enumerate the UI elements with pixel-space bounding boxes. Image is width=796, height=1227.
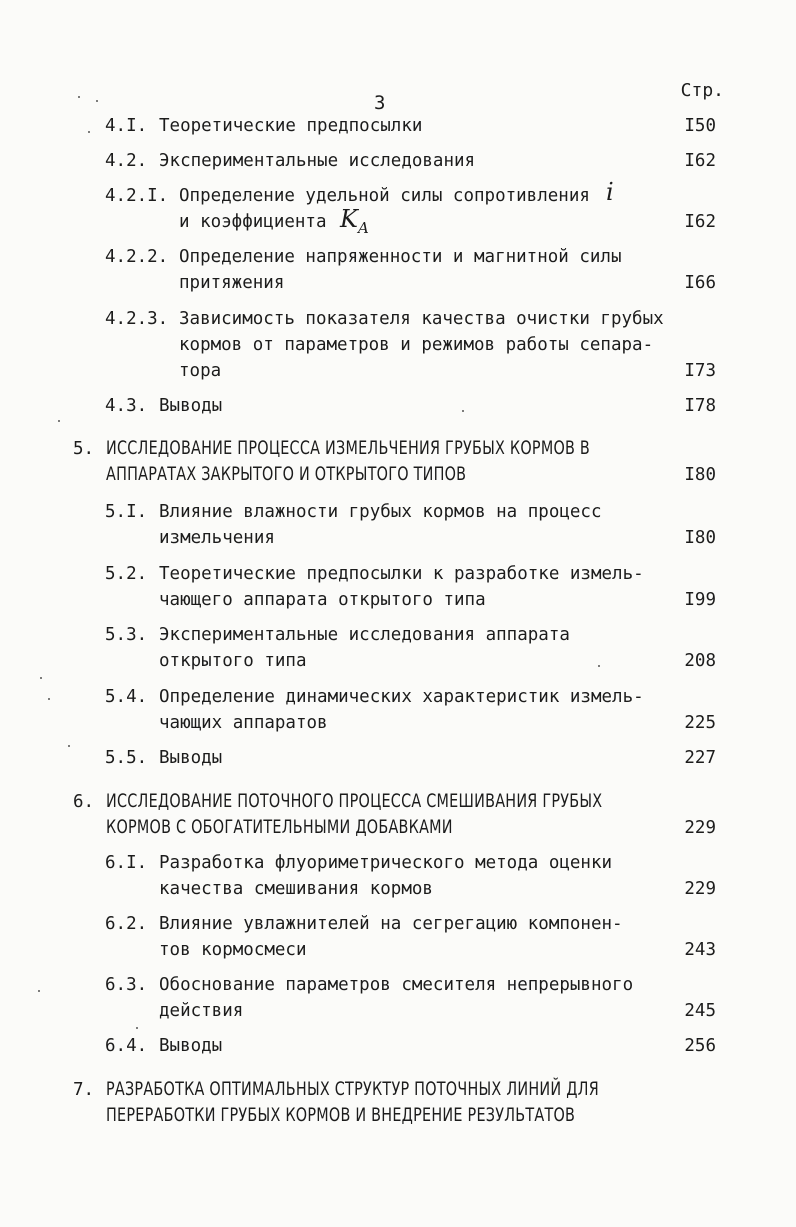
entry-number: 4.I. [105, 116, 148, 136]
entry-title: Влияние увлажнителей на сегрегацию компонен- [159, 914, 623, 934]
symbol-k: K [340, 205, 358, 233]
entry-page: I73 [684, 361, 716, 381]
entry-page: 225 [684, 713, 716, 733]
entry-page: I78 [684, 396, 716, 416]
entry-page: I99 [684, 590, 716, 610]
entry-number: 5.5. [105, 748, 148, 768]
chapter-title-continued: ПЕРЕРАБОТКИ ГРУБЫХ КОРМОВ И ВНЕДРЕНИЕ РЕЗУЛЬТАТОВ [106, 1104, 576, 1126]
chapter-page: 229 [684, 818, 716, 838]
scan-speck [38, 990, 40, 992]
entry-title: Теоретические предпосылки [159, 116, 423, 136]
entry-number: 5.2. [105, 564, 148, 584]
entry-title: Зависимость показателя качества очистки грубых [179, 309, 664, 329]
chapter-number: 6. [73, 792, 95, 812]
entry-number: 4.2. [105, 151, 148, 171]
entry-title: Выводы [159, 1036, 223, 1056]
entry-number: 6.4. [105, 1036, 148, 1056]
chapter-number: 7. [73, 1080, 95, 1100]
entry-number: 6.2. [105, 914, 148, 934]
entry-title: Обоснование параметров смесителя непрерывного [159, 975, 634, 995]
entry-title: Определение динамических характеристик измель- [159, 687, 644, 707]
entry-title: Выводы [159, 396, 223, 416]
entry-page: 227 [684, 748, 716, 768]
entry-title-continued: притяжения [179, 273, 285, 293]
symbol-k-a [340, 205, 369, 237]
entry-number: 6.I. [105, 853, 148, 873]
symbol-k-subscript: A [357, 219, 369, 237]
entry-title-continued: открытого типа [159, 651, 307, 671]
entry-number: 5.I. [105, 502, 148, 522]
scan-speck [40, 677, 42, 679]
chapter-title-continued: АППАРАТАХ ЗАКРЫТОГО И ОТКРЫТОГО ТИПОВ [106, 463, 467, 485]
chapter-title: ИССЛЕДОВАНИЕ ПОТОЧНОГО ПРОЦЕССА СМЕШИВАНИЯ ГРУБЫХ [106, 790, 603, 812]
entry-page: I50 [684, 116, 716, 136]
chapter-number: 5. [73, 439, 95, 459]
entry-title-continued: качества смешивания кормов [159, 879, 433, 899]
entry-page: I62 [684, 151, 716, 171]
entry-number: 6.3. [105, 975, 148, 995]
chapter-title-continued: КОРМОВ С ОБОГАТИТЕЛЬНЫМИ ДОБАВКАМИ [106, 816, 453, 838]
scan-speck [96, 100, 98, 102]
entry-page: I80 [684, 528, 716, 548]
entry-title-continued: измельчения [159, 528, 275, 548]
symbol-i: i [606, 178, 614, 206]
scan-speck [136, 1027, 138, 1029]
entry-title-continued: действия [159, 1001, 244, 1021]
entry-number: 4.3. [105, 396, 148, 416]
entry-number: 4.2.I. [105, 186, 169, 206]
entry-number: 4.2.2. [105, 247, 169, 267]
entry-title-continued: чающих аппаратов [159, 713, 328, 733]
entry-page: I62 [684, 212, 716, 232]
scan-speck [78, 96, 80, 98]
entry-title: Определение удельной силы сопротивления [179, 186, 590, 206]
scan-speck [88, 131, 90, 133]
entry-title-continued: кормов от параметров и режимов работы сепара- [179, 335, 654, 355]
entry-title: Разработка флуориметрического метода оценки [159, 853, 613, 873]
entry-title: Экспериментальные исследования [159, 151, 476, 171]
scan-speck [48, 698, 50, 700]
entry-title: Влияние влажности грубых кормов на процесс [159, 502, 602, 522]
entry-title: Выводы [159, 748, 223, 768]
entry-page: 208 [684, 651, 716, 671]
entry-title: Теоретические предпосылки к разработке измель- [159, 564, 644, 584]
entry-page: 229 [684, 879, 716, 899]
entry-page: 245 [684, 1001, 716, 1021]
scan-speck [58, 420, 60, 422]
entry-title-continued: тора [179, 361, 222, 381]
chapter-title: ИССЛЕДОВАНИЕ ПРОЦЕССА ИЗМЕЛЬЧЕНИЯ ГРУБЫХ КОРМОВ В [106, 437, 591, 459]
entry-title: Определение напряженности и магнитной силы [179, 247, 622, 267]
entry-page: I66 [684, 273, 716, 293]
entry-page: 243 [684, 940, 716, 960]
entry-number: 5.3. [105, 625, 148, 645]
entry-title-continued: тов кормосмеси [159, 940, 307, 960]
entry-number: 5.4. [105, 687, 148, 707]
chapter-page: I80 [684, 465, 716, 485]
entry-page: 256 [684, 1036, 716, 1056]
entry-title-continued: и коэффициента [179, 212, 327, 232]
page-column-header: Стр. [680, 80, 724, 101]
entry-number: 4.2.3. [105, 309, 169, 329]
scan-speck [68, 745, 70, 747]
entry-title-continued: чающего аппарата открытого типа [159, 590, 486, 610]
page-number: 3 [374, 92, 386, 114]
scan-speck [462, 410, 464, 412]
chapter-title: РАЗРАБОТКА ОПТИМАЛЬНЫХ СТРУКТУР ПОТОЧНЫХ ЛИНИЙ ДЛЯ [106, 1078, 599, 1100]
entry-title: Экспериментальные исследования аппарата [159, 625, 570, 645]
scan-speck [598, 665, 600, 667]
